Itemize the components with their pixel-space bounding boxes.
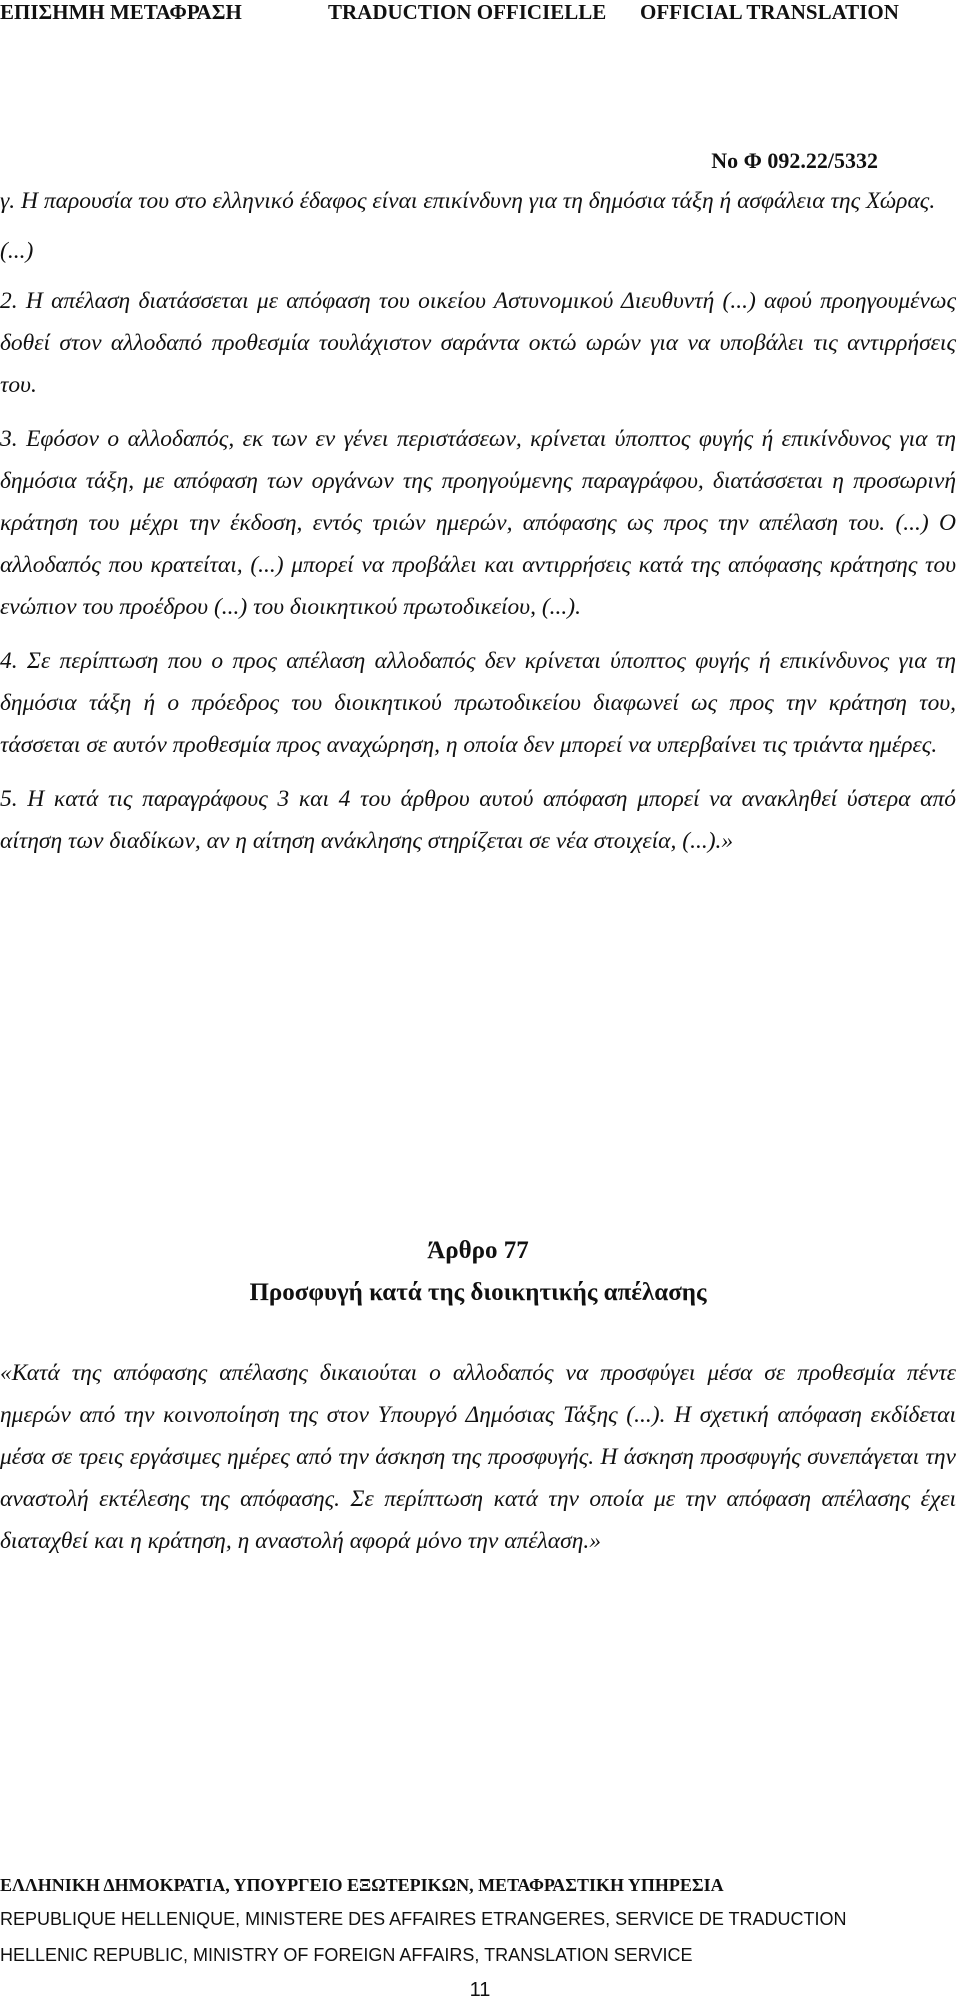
paragraph-2: 2. Η απέλαση διατάσσεται με απόφαση του οικείου Αστυνομικού Διευθυντή (...) αφού προηγουμένως δοθεί στον αλλοδαπό προθεσμία τουλάχιστον σαράντα οκτώ ωρών για να υποβάλει τις αντιρρήσεις του. (0, 288, 956, 398)
article-title: Προσφυγή κατά της διοικητικής απέλασης (249, 1279, 707, 1306)
paragraph-5: 5. Η κατά τις παραγράφους 3 και 4 του άρθρου αυτού απόφαση μπορεί να ανακληθεί ύστερα από αίτηση των διαδίκων, αν η αίτηση ανάκλησης στηρίζεται σε νέα στοιχεία, (...).» (0, 786, 956, 854)
header-french: TRADUCTION OFFICIELLE (328, 0, 607, 24)
document-body (0, 180, 956, 862)
paragraph-3: 3. Εφόσον ο αλλοδαπός, εκ των εν γένει περιστάσεων, κρίνεται ύποπτος φυγής ή επικίνδυνος για τη δημόσια τάξη, με απόφαση των οργάνων της προηγούμενης παραγράφου, διατάσσεται η προσωρινή κράτηση του μέχρι την έκδοση, εντός τριών ημερών, απόφασης ως προς την απέλαση του. (...) Ο αλλοδαπός που κρατείται, (...) μπορεί να προβάλει και αντιρρήσεις κατά της απόφασης κράτησης του ενώπιον του προέδρου (...) του διοικητικού πρωτοδικείου, (...). (0, 426, 956, 620)
header-english: OFFICIAL TRANSLATION (640, 0, 899, 24)
footer-english: HELLENIC REPUBLIC, MINISTRY OF FOREIGN AFFAIRS, TRANSLATION SERVICE (0, 1945, 693, 1965)
translation-header (0, 0, 960, 24)
ellipsis-line: (...) (0, 238, 34, 264)
article-number: Άρθρο 77 (427, 1237, 529, 1264)
article-text (0, 1352, 956, 1562)
paragraph-g: γ. Η παρουσία του στο ελληνικό έδαφος είναι επικίνδυνη για τη δημόσια τάξη ή ασφάλεια της Χώρας. (0, 188, 936, 214)
header-greek: ΕΠΙΣΗΜΗ ΜΕΤΑΦΡΑΣΗ (0, 0, 242, 24)
paragraph-4: 4. Σε περίπτωση που ο προς απέλαση αλλοδαπός δεν κρίνεται ύποπτος φυγής ή επικίνδυνος για τη δημόσια τάξη ή ο πρόεδρος του διοικητικού πρωτοδικείου διαφωνεί ως προς την κράτηση του, τάσσεται σε αυτόν προθεσμία προς αναχώρηση, η οποία δεν μπορεί να υπερβαίνει τις τριάντα ημέρες. (0, 648, 956, 758)
footer-greek: ΕΛΛΗΝΙΚΗ ΔΗΜΟΚΡΑΤΙΑ, ΥΠΟΥΡΓΕΙΟ ΕΞΩΤΕΡΙΚΩΝ, ΜΕΤΑΦΡΑΣΤΙΚΗ ΥΠΗΡΕΣΙΑ (0, 1875, 724, 1895)
article-heading (0, 1230, 956, 1314)
reference-number: No Φ 092.22/5332 (711, 148, 878, 173)
article-quote: «Κατά της απόφασης απέλασης δικαιούται ο αλλοδαπός να προσφύγει μέσα σε προθεσμία πέντε ημερών από την κοινοποίηση της στον Υπουργό Δημόσιας Τάξης (...). Η σχετική απόφαση εκδίδεται μέσα σε τρεις εργάσιμες ημέρες από την άσκηση της προσφυγής. Η άσκηση προσφυγής συνεπάγεται την αναστολή εκτέλεσης της απόφασης. Σε περίπτωση κατά την οποία με την απόφαση απέλασης έχει διαταχθεί και η κράτηση, η αναστολή αφορά μόνο την απέλαση.» (0, 1360, 956, 1554)
footer-french: REPUBLIQUE HELLENIQUE, MINISTERE DES AFFAIRES ETRANGERES, SERVICE DE TRADUCTION (0, 1909, 847, 1929)
page-number: 11 (469, 1979, 491, 2001)
